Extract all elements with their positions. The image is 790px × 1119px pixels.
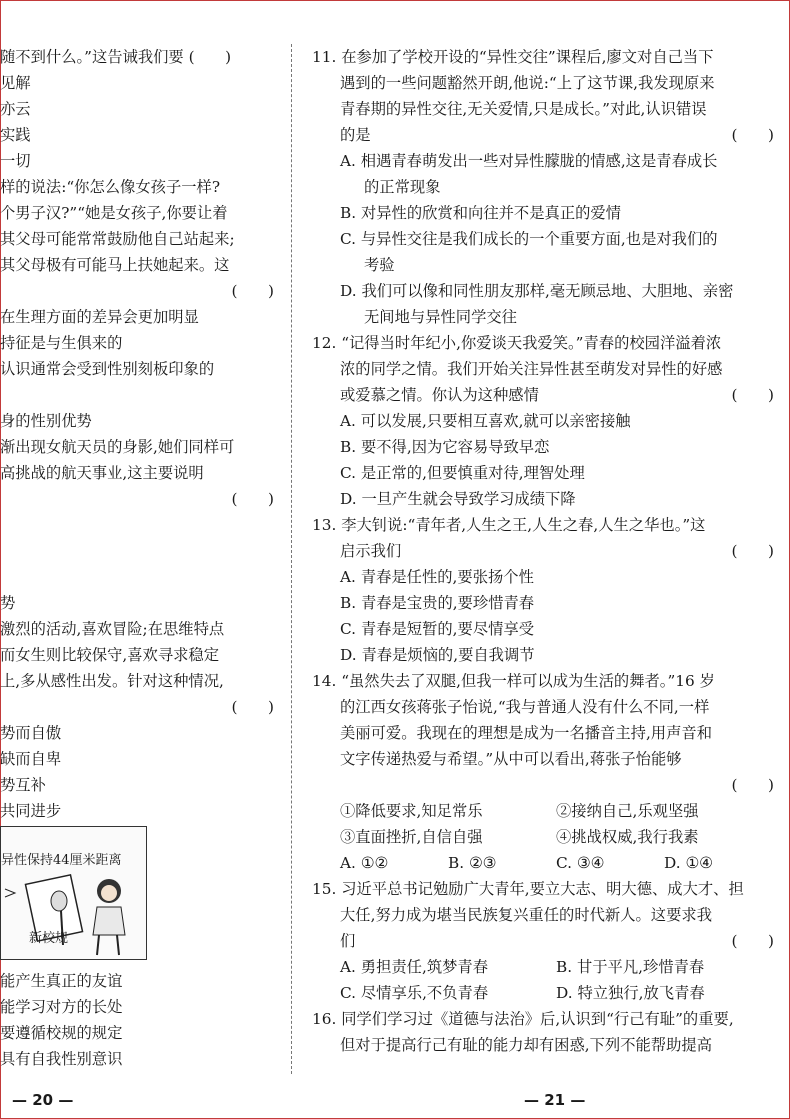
left-mid-text (0, 590, 282, 850)
option-choice: ②接纳自己,乐观坚强 (556, 802, 699, 820)
question-text-line (312, 694, 782, 720)
left-text-line: 见解 (0, 74, 31, 92)
line-text: 但对于提高行己有耻的能力却有困惑,下列不能帮助提高 (340, 1036, 712, 1054)
line-text: D. 青春是烦恼的,要自我调节 (340, 646, 535, 664)
question-stem (312, 668, 782, 694)
page-number-left: — 20 — (12, 1091, 74, 1109)
line-text: D. 一旦产生就会导致学习成绩下降 (340, 490, 576, 508)
line-text: 遇到的一些问题豁然开朗,他说:“上了这节课,我发现原来 (340, 74, 715, 92)
left-text-line: 其父母可能常常鼓励他自己站起来; (0, 230, 235, 248)
answer-blank: ( ) (731, 776, 774, 794)
left-text-line: 随不到什么。”这告诫我们要 ( ) (0, 48, 232, 66)
line-text: B. 青春是宝贵的,要珍惜青春 (340, 594, 535, 612)
line-text: D. 我们可以像和同性朋友那样,毫无顾忌地、大胆地、亲密 (340, 282, 734, 300)
line-text: 美丽可爱。我现在的理想是成为一名播音主持,用声音和 (340, 724, 712, 742)
left-text-line: 在生理方面的差异会更加明显 (0, 308, 199, 326)
left-text-line: 势 (0, 594, 16, 612)
left-text-line: ( ) (231, 282, 274, 300)
left-text-line: 势而自傲 (0, 724, 62, 742)
question-stem (312, 330, 782, 356)
option-line (312, 174, 782, 200)
left-text-line: 其父母极有可能马上扶她起来。这 (0, 256, 230, 274)
option-line (312, 148, 782, 174)
question-text-line (312, 122, 782, 148)
question-text-line (312, 928, 782, 954)
line-text: B. 对异性的欣赏和向往并不是真正的爱情 (340, 204, 622, 222)
option-line (312, 642, 782, 668)
column-divider (291, 44, 292, 1074)
option-choice: C. 尽情享乐,不负青春 (340, 984, 489, 1002)
line-text: 的是 (340, 126, 371, 144)
line-text: 青春期的异性交往,无关爱情,只是成长。”对此,认识错误 (340, 100, 707, 118)
option-choice: B. ②③ (448, 854, 497, 872)
left-text-line: 认识通常会受到性别刻板印象的 (0, 360, 215, 378)
option-choice: D. ①④ (664, 854, 713, 872)
line-text: C. 与异性交往是我们成长的一个重要方面,也是对我们的 (340, 230, 718, 248)
cartoon-drawing-icon (1, 827, 146, 959)
line-text: 或爱慕之情。你认为这种感情 (340, 386, 539, 404)
left-text-line: 样的说法:“你怎么像女孩子一样? (0, 178, 221, 196)
option-choice: A. 勇担责任,筑梦青春 (340, 958, 489, 976)
option-line (312, 460, 782, 486)
option-line (312, 278, 782, 304)
left-text-line (0, 382, 282, 408)
answer-blank: ( ) (731, 932, 774, 950)
question-text-line (312, 772, 782, 798)
option-choice: C. ③④ (556, 854, 605, 872)
option-line (312, 200, 782, 226)
line-text: B. 要不得,因为它容易导致早恋 (340, 438, 550, 456)
cartoon-caption: 异性保持44厘米距离 (1, 853, 122, 868)
left-column (0, 44, 282, 850)
option-choice: ③直面挫折,自信自强 (340, 828, 483, 846)
line-text: A. 相遇青春萌发出一些对异性朦胧的情感,这是青春成长 (340, 152, 718, 170)
left-text-line: 能产生真正的友谊 (0, 972, 123, 990)
question-stem (312, 44, 782, 70)
left-bottom-text (0, 968, 282, 1072)
option-line (312, 564, 782, 590)
left-top-text (0, 44, 282, 512)
left-text-line: ( ) (231, 490, 274, 508)
left-text-line: 共同进步 (0, 802, 62, 820)
left-text-line: 具有自我性别意识 (0, 1050, 123, 1068)
question-text-line (312, 720, 782, 746)
line-text: C. 青春是短暂的,要尽情享受 (340, 620, 535, 638)
left-text-line: 能学习对方的长处 (0, 998, 123, 1016)
option-choice: ④挑战权威,我行我素 (556, 828, 699, 846)
left-text-line: 激烈的活动,喜欢冒险;在思维特点 (0, 620, 225, 638)
question-text-line (312, 1032, 782, 1058)
option-choice: A. ①② (340, 854, 389, 872)
line-text: 12. “记得当时年纪小,你爱谈天我爱笑。”青春的校园洋溢着浓 (312, 334, 722, 352)
options-row (312, 954, 782, 980)
line-text: 的正常现象 (364, 178, 441, 196)
question-text-line (312, 746, 782, 772)
option-line (312, 408, 782, 434)
left-text-line: 势互补 (0, 776, 46, 794)
question-text-line (312, 70, 782, 96)
line-text: 无间地与异性同学交往 (364, 308, 517, 326)
left-bottom-column (0, 968, 282, 1072)
line-text: C. 是正常的,但要慎重对待,理智处理 (340, 464, 585, 482)
option-line (312, 590, 782, 616)
line-text: 的江西女孩蒋张子怡说,“我与普通人没有什么不同,一样 (340, 698, 710, 716)
option-line (312, 304, 782, 330)
line-text: 们 (340, 932, 356, 950)
option-line (312, 252, 782, 278)
option-choice: D. 特立独行,放飞青春 (556, 984, 705, 1002)
line-text: 14. “虽然失去了双腿,但我一样可以成为生活的舞者。”16 岁 (312, 672, 715, 690)
option-line (312, 434, 782, 460)
left-text-line: 实践 (0, 126, 31, 144)
question-text-line (312, 902, 782, 928)
left-text-line: 渐出现女航天员的身影,她们同样可 (0, 438, 235, 456)
left-text-line: 要遵循校规的规定 (0, 1024, 123, 1042)
question-stem (312, 876, 782, 902)
left-text-line: 上,多从感性出发。针对这种情况, (0, 672, 224, 690)
options-row (312, 980, 782, 1006)
question-text-line (312, 382, 782, 408)
line-text: 15. 习近平总书记勉励广大青年,要立大志、明大德、成大才、担 (312, 880, 744, 898)
question-stem (312, 1006, 782, 1032)
line-text: 16. 同学们学习过《道德与法治》后,认识到“行己有耻”的重要, (312, 1010, 734, 1028)
answer-blank: ( ) (731, 386, 774, 404)
question-text-line (312, 356, 782, 382)
page-number-right: — 21 — (524, 1091, 586, 1109)
line-text: 11. 在参加了学校开设的“异性交往”课程后,廖文对自己当下 (312, 48, 714, 66)
left-text-line: 持征是与生俱来的 (0, 334, 123, 352)
left-text-line: 高挑战的航天事业,这主要说明 (0, 464, 204, 482)
line-text: 13. 李大钊说:“青年者,人生之王,人生之春,人生之华也。”这 (312, 516, 706, 534)
left-text-line: ( ) (231, 698, 274, 716)
left-text-line: 个男子汉?”“她是女孩子,你要让着 (0, 204, 228, 222)
left-text-line: 亦云 (0, 100, 31, 118)
option-line (312, 226, 782, 252)
cartoon-illustration (0, 826, 147, 960)
question-stem (312, 512, 782, 538)
line-text: 浓的同学之情。我们开始关注异性甚至萌发对异性的好感 (340, 360, 723, 378)
options-row (312, 824, 782, 850)
line-text: A. 可以发展,只要相互喜欢,就可以亲密接触 (340, 412, 631, 430)
option-line (312, 486, 782, 512)
answer-blank: ( ) (731, 126, 774, 144)
left-text-line: 身的性别优势 (0, 412, 92, 430)
question-text-line (312, 538, 782, 564)
question-list (312, 44, 782, 1058)
line-text: 文字传递热爱与希望。”从中可以看出,蒋张子怡能够 (340, 750, 682, 768)
right-column (312, 44, 782, 1058)
left-text-line: 缺而自卑 (0, 750, 62, 768)
left-text-line: 一切 (0, 152, 31, 170)
line-text: A. 青春是任性的,要张扬个性 (340, 568, 534, 586)
cartoon-sign-text: 新校规 (29, 931, 69, 946)
options-row (312, 798, 782, 824)
line-text: 考验 (364, 256, 395, 274)
line-text: 大任,努力成为堪当民族复兴重任的时代新人。这要求我 (340, 906, 712, 924)
option-choice: ①降低要求,知足常乐 (340, 802, 483, 820)
option-line (312, 616, 782, 642)
options-row (312, 850, 782, 876)
option-choice: B. 甘于平凡,珍惜青春 (556, 958, 705, 976)
answer-blank: ( ) (731, 542, 774, 560)
left-text-line: 而女生则比较保守,喜欢寻求稳定 (0, 646, 220, 664)
line-text: 启示我们 (340, 542, 402, 560)
question-text-line (312, 96, 782, 122)
